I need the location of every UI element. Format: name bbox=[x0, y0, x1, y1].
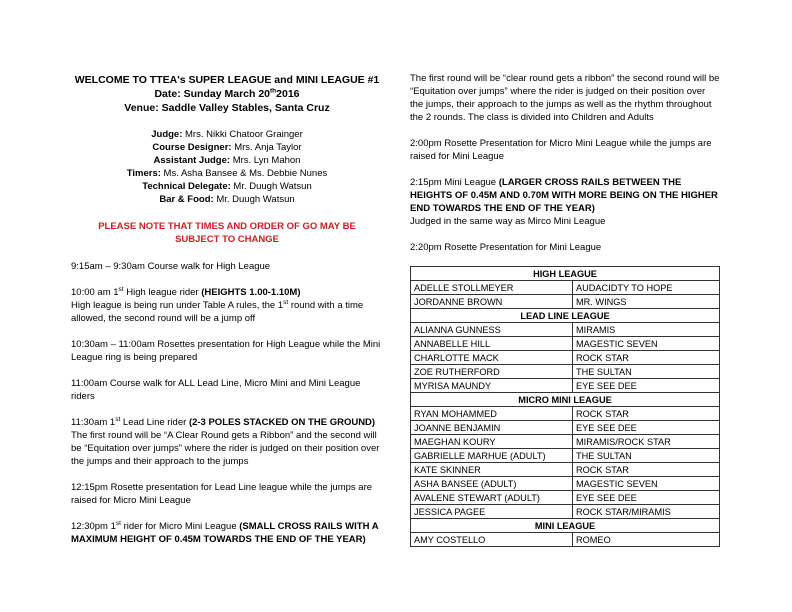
rider-name: ANNABELLE HILL bbox=[411, 337, 573, 351]
schedule-item: 12:15pm Rosette presentation for Lead Line league while the jumps are raised for Micro Mini League bbox=[71, 482, 373, 506]
table-row bbox=[411, 337, 720, 351]
official-name: Mr. Duugh Watsun bbox=[230, 181, 312, 192]
league-name: HIGH LEAGUE bbox=[411, 267, 720, 281]
item-text: High league rider bbox=[123, 287, 202, 298]
table-row bbox=[411, 323, 720, 337]
official-name: Mrs. Anja Taylor bbox=[231, 142, 302, 153]
schedule-item: 2:20pm Rosette Presentation for Mini League bbox=[410, 242, 602, 253]
item-text: High league is being run under Table A rules, the 1 bbox=[71, 300, 284, 311]
rider-name: AVALENE STEWART (ADULT) bbox=[411, 491, 573, 505]
horse-name: MIRAMIS/ROCK STAR bbox=[573, 435, 720, 449]
table-row bbox=[411, 365, 720, 379]
official-timers bbox=[71, 167, 383, 180]
official-assistant-judge bbox=[71, 154, 383, 167]
left-column bbox=[71, 0, 383, 546]
item-bold: (SMALL CROSS RAILS WITH A MAXIMUM HEIGHT OF 0.45M TOWARDS THE END OF THE YEAR) bbox=[71, 521, 379, 545]
league-header-row bbox=[411, 267, 720, 281]
page-title: WELCOME TO TTEA's SUPER LEAGUE and MINI LEAGUE #1 bbox=[74, 74, 380, 86]
schedule-item-detail: The first round will be “A Clear Round gets a Ribbon” and the second will be “Equitation over jumps” where the rider is judged on their position over the jumps and their approach to the jumps bbox=[71, 430, 380, 467]
official-role: Judge: bbox=[151, 129, 183, 140]
table-row bbox=[411, 463, 720, 477]
item-time: 11:30am 1 bbox=[71, 417, 116, 428]
rider-name: JESSICA PAGEE bbox=[411, 505, 573, 519]
schedule-item bbox=[71, 416, 383, 429]
official-role: Bar & Food: bbox=[159, 194, 214, 205]
schedule-item-detail: The first round will be “clear round gets a ribbon” the second round will be “Equitation over jumps” where the rider is judged on their position over the jumps, their approach to the jumps as well as the rhythm throughout the 2 rounds. The class is divided into Children and Adults bbox=[410, 73, 720, 123]
item-bold: (HEIGHTS 1.00-1.10M) bbox=[201, 287, 301, 298]
table-row bbox=[411, 281, 720, 295]
official-judge bbox=[71, 128, 383, 141]
event-venue: Venue: Saddle Valley Stables, Santa Cruz bbox=[124, 102, 330, 114]
item-sup: st bbox=[118, 285, 124, 293]
schedule-item bbox=[410, 176, 720, 215]
horse-name: MAGESTIC SEVEN bbox=[573, 337, 720, 351]
rider-name: ZOE RUTHERFORD bbox=[411, 365, 573, 379]
item-bold: (LARGER CROSS RAILS BETWEEN THE HEIGHTS OF 0.45M AND 0.70M WITH MORE BEING ON THE HIGHER END TOWARDS THE END OF THE YEAR) bbox=[410, 177, 718, 214]
item-sup: st bbox=[283, 298, 289, 306]
rider-name: RYAN MOHAMMED bbox=[411, 407, 573, 421]
table-row bbox=[411, 491, 720, 505]
official-role: Course Designer: bbox=[152, 142, 232, 153]
schedule-item-detail: Judged in the same way as Mirco Mini League bbox=[410, 216, 606, 227]
table-row bbox=[411, 421, 720, 435]
horse-name: ROCK STAR/MIRAMIS bbox=[573, 505, 720, 519]
league-header-row bbox=[411, 519, 720, 533]
horse-name: THE SULTAN bbox=[573, 365, 720, 379]
schedule-item: 10:30am – 11:00am Rosettes presentation for High League while the Mini League ring is being prepared bbox=[71, 339, 381, 363]
item-time: 10:00 am 1 bbox=[71, 287, 119, 298]
item-sup: st bbox=[115, 519, 121, 527]
table-row bbox=[411, 505, 720, 519]
item-text: round with a time allowed, the second round will be a jump off bbox=[71, 300, 364, 324]
date-text: Date: Sunday March 20 bbox=[154, 88, 271, 100]
right-column bbox=[410, 0, 720, 547]
horse-name: EYE SEE DEE bbox=[573, 491, 720, 505]
rider-name: ADELLE STOLLMEYER bbox=[411, 281, 573, 295]
rider-name: GABRIELLE MARHUE (ADULT) bbox=[411, 449, 573, 463]
table-row bbox=[411, 435, 720, 449]
official-role: Assistant Judge: bbox=[153, 155, 231, 166]
official-bar-food bbox=[71, 193, 383, 206]
item-text: 2:15pm Mini League bbox=[410, 177, 499, 188]
horse-name: ROCK STAR bbox=[573, 407, 720, 421]
rider-name: ALIANNA GUNNESS bbox=[411, 323, 573, 337]
league-riders-table bbox=[410, 266, 720, 547]
horse-name: THE SULTAN bbox=[573, 449, 720, 463]
item-text: rider for Micro Mini League bbox=[120, 521, 240, 532]
rider-name: JORDANNE BROWN bbox=[411, 295, 573, 309]
official-name: Mrs. Nikki Chatoor Grainger bbox=[182, 129, 303, 140]
league-header-row bbox=[411, 393, 720, 407]
table-row bbox=[411, 379, 720, 393]
item-time: 12:30pm 1 bbox=[71, 521, 116, 532]
schedule-item: 9:15am – 9:30am Course walk for High League bbox=[71, 261, 271, 272]
schedule-item-detail bbox=[71, 299, 383, 325]
schedule-item bbox=[71, 286, 383, 299]
item-sup: st bbox=[115, 415, 121, 423]
official-course-designer bbox=[71, 141, 383, 154]
rider-name: MAEGHAN KOURY bbox=[411, 435, 573, 449]
table-row bbox=[411, 295, 720, 309]
schedule-notice: PLEASE NOTE THAT TIMES AND ORDER OF GO MAY BE SUBJECT TO CHANGE bbox=[98, 221, 356, 245]
rider-name: ASHA BANSEE (ADULT) bbox=[411, 477, 573, 491]
horse-name: EYE SEE DEE bbox=[573, 379, 720, 393]
official-name: Mr. Duugh Watsun bbox=[213, 194, 295, 205]
table-row bbox=[411, 477, 720, 491]
official-role: Timers: bbox=[126, 168, 161, 179]
league-name: MINI LEAGUE bbox=[411, 519, 720, 533]
rider-name: AMY COSTELLO bbox=[411, 533, 573, 547]
table-row bbox=[411, 351, 720, 365]
officials-list bbox=[71, 128, 383, 206]
official-name: Ms. Asha Bansee & Ms. Debbie Nunes bbox=[160, 168, 328, 179]
rider-name: CHARLOTTE MACK bbox=[411, 351, 573, 365]
horse-name: MIRAMIS bbox=[573, 323, 720, 337]
horse-name: ROCK STAR bbox=[573, 351, 720, 365]
official-technical-delegate bbox=[71, 180, 383, 193]
table-row bbox=[411, 407, 720, 421]
official-role: Technical Delegate: bbox=[142, 181, 231, 192]
table-row bbox=[411, 533, 720, 547]
horse-name: MAGESTIC SEVEN bbox=[573, 477, 720, 491]
item-bold: (2-3 POLES STACKED ON THE GROUND) bbox=[188, 417, 376, 428]
horse-name: MR. WINGS bbox=[573, 295, 720, 309]
schedule-item: 11:00am Course walk for ALL Lead Line, Micro Mini and Mini League riders bbox=[71, 378, 361, 402]
horse-name: AUDACIDTY TO HOPE bbox=[573, 281, 720, 295]
rider-name: MYRISA MAUNDY bbox=[411, 379, 573, 393]
rider-name: KATE SKINNER bbox=[411, 463, 573, 477]
schedule-item bbox=[71, 520, 383, 546]
item-text: Lead Line rider bbox=[120, 417, 189, 428]
rider-name: JOANNE BENJAMIN bbox=[411, 421, 573, 435]
official-name: Mrs. Lyn Mahon bbox=[230, 155, 301, 166]
date-year: 2016 bbox=[276, 88, 300, 100]
schedule-item: 2:00pm Rosette Presentation for Micro Mini League while the jumps are raised for Mini League bbox=[410, 138, 712, 162]
date-sup: th bbox=[270, 87, 277, 95]
horse-name: ROCK STAR bbox=[573, 463, 720, 477]
league-name: MICRO MINI LEAGUE bbox=[411, 393, 720, 407]
table-row bbox=[411, 449, 720, 463]
event-date bbox=[71, 87, 383, 101]
league-header-row bbox=[411, 309, 720, 323]
horse-name: ROMEO bbox=[573, 533, 720, 547]
league-name: LEAD LINE LEAGUE bbox=[411, 309, 720, 323]
horse-name: EYE SEE DEE bbox=[573, 421, 720, 435]
